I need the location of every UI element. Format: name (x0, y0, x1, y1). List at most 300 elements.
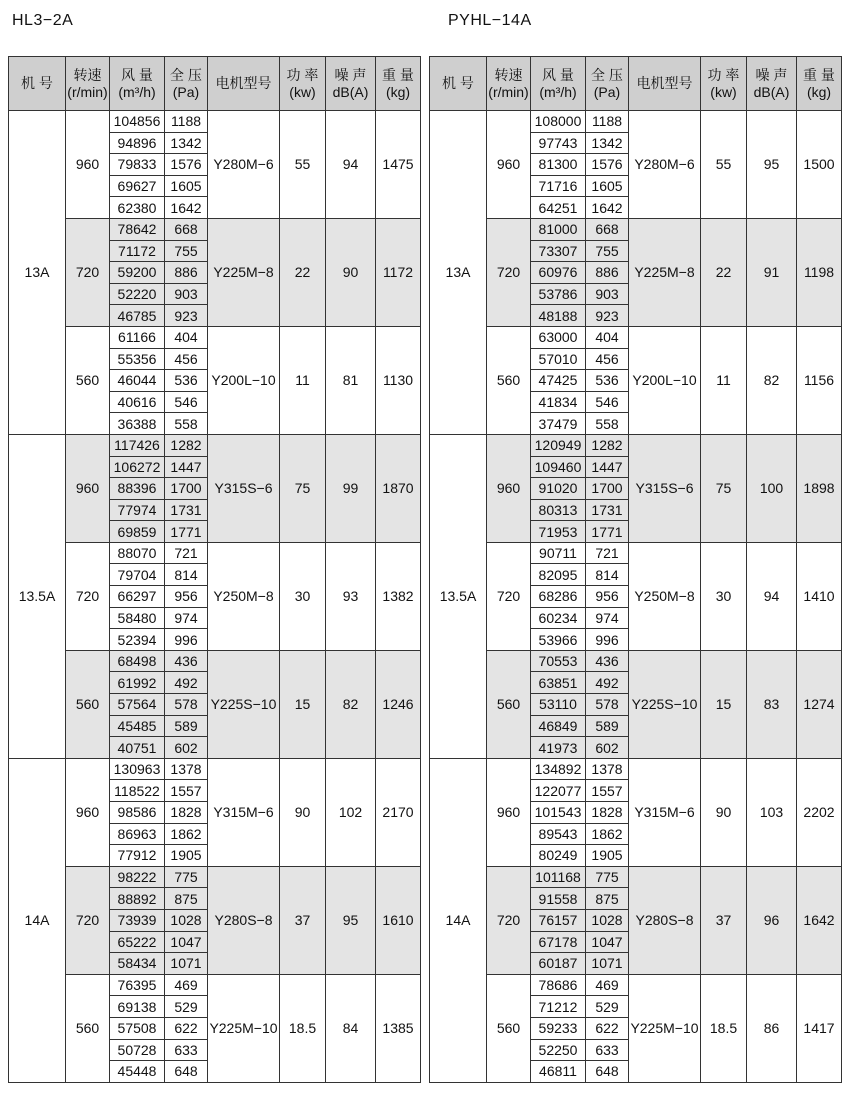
header-noise-line: 噪 声 (755, 66, 788, 83)
airflow-cell: 76395 (110, 974, 165, 996)
table-row (430, 542, 842, 564)
table-title-right: PYHL−14A (448, 12, 532, 29)
noise-cell: 93 (326, 542, 376, 650)
pressure-cell: 721 (165, 542, 208, 564)
airflow-cell: 58480 (110, 607, 165, 629)
airflow-cell: 63851 (531, 672, 586, 694)
speed-cell: 720 (66, 218, 110, 326)
weight-cell: 1500 (797, 111, 842, 219)
speed-cell: 960 (66, 434, 110, 542)
motor-type-cell: Y280M−6 (208, 111, 280, 219)
speed-cell: 960 (487, 758, 531, 866)
pressure-cell: 1447 (165, 456, 208, 478)
pressure-cell: 648 (586, 1061, 629, 1083)
table-row (430, 974, 842, 996)
airflow-cell: 79704 (110, 564, 165, 586)
pressure-cell: 1028 (586, 909, 629, 931)
model-number-cell: 13.5A (9, 434, 66, 758)
pressure-cell: 558 (165, 413, 208, 435)
header-model-no (430, 57, 487, 111)
table-title-left: HL3−2A (12, 12, 74, 29)
model-number-cell: 13A (9, 111, 66, 435)
motor-type-cell: Y225S−10 (629, 650, 701, 758)
header-power-line: (kw) (710, 83, 737, 100)
pressure-cell: 1576 (165, 154, 208, 176)
pressure-cell: 589 (165, 715, 208, 737)
speed-cell: 560 (66, 974, 110, 1082)
spec-table-left (8, 56, 421, 1083)
airflow-cell: 71953 (531, 521, 586, 543)
speed-cell: 720 (487, 542, 531, 650)
airflow-cell: 68286 (531, 586, 586, 608)
airflow-cell: 130963 (110, 758, 165, 780)
header-airflow (531, 57, 586, 111)
pressure-cell: 923 (165, 305, 208, 327)
pressure-cell: 996 (586, 629, 629, 651)
header-motor-type (629, 57, 701, 111)
pressure-cell: 1828 (165, 802, 208, 824)
header-weight-line: 重 量 (382, 66, 414, 83)
header-pressure (165, 57, 208, 111)
motor-type-cell: Y200L−10 (208, 326, 280, 434)
header-speed-line: (r/min) (488, 83, 529, 100)
pressure-cell: 529 (586, 996, 629, 1018)
pressure-cell: 755 (586, 240, 629, 262)
pressure-cell: 529 (165, 996, 208, 1018)
header-airflow-line: (m³/h) (118, 83, 156, 100)
header-weight-line: (kg) (806, 83, 832, 100)
noise-cell: 100 (747, 434, 797, 542)
table-row (9, 111, 421, 133)
pressure-cell: 492 (586, 672, 629, 694)
weight-cell: 1246 (376, 650, 421, 758)
table-row (9, 218, 421, 240)
pressure-cell: 1862 (165, 823, 208, 845)
noise-cell: 83 (747, 650, 797, 758)
model-number-cell: 13A (430, 111, 487, 435)
weight-cell: 1475 (376, 111, 421, 219)
pressure-cell: 1378 (165, 758, 208, 780)
speed-cell: 960 (66, 111, 110, 219)
pressure-cell: 602 (165, 737, 208, 759)
airflow-cell: 88070 (110, 542, 165, 564)
pressure-cell: 602 (586, 737, 629, 759)
header-row (9, 57, 421, 111)
pressure-cell: 1047 (586, 931, 629, 953)
header-speed (66, 57, 110, 111)
pressure-cell: 956 (165, 586, 208, 608)
airflow-cell: 91020 (531, 478, 586, 500)
header-speed-line: 转速 (494, 66, 523, 83)
airflow-cell: 59233 (531, 1017, 586, 1039)
pressure-cell: 536 (165, 370, 208, 392)
power-cell: 55 (280, 111, 326, 219)
airflow-cell: 71212 (531, 996, 586, 1018)
airflow-cell: 60234 (531, 607, 586, 629)
table-row (9, 542, 421, 564)
pressure-cell: 536 (586, 370, 629, 392)
pressure-cell: 1557 (586, 780, 629, 802)
power-cell: 11 (701, 326, 747, 434)
weight-cell: 1870 (376, 434, 421, 542)
pressure-cell: 578 (165, 694, 208, 716)
noise-cell: 91 (747, 218, 797, 326)
airflow-cell: 101543 (531, 802, 586, 824)
pressure-cell: 956 (586, 586, 629, 608)
motor-type-cell: Y315M−6 (208, 758, 280, 866)
airflow-cell: 45485 (110, 715, 165, 737)
airflow-cell: 108000 (531, 111, 586, 133)
header-motor-type-line: 电机型号 (636, 75, 693, 91)
airflow-cell: 61992 (110, 672, 165, 694)
noise-cell: 86 (747, 974, 797, 1082)
pressure-cell: 775 (586, 866, 629, 888)
noise-cell: 99 (326, 434, 376, 542)
pressure-cell: 1047 (165, 931, 208, 953)
airflow-cell: 69627 (110, 175, 165, 197)
pressure-cell: 622 (165, 1017, 208, 1039)
pressure-cell: 1605 (586, 175, 629, 197)
header-model-no-line: 机 号 (21, 75, 53, 91)
airflow-cell: 98222 (110, 866, 165, 888)
power-cell: 37 (280, 866, 326, 974)
header-power-line: (kw) (289, 83, 316, 100)
power-cell: 30 (701, 542, 747, 650)
header-motor-type (208, 57, 280, 111)
pressure-cell: 1828 (586, 802, 629, 824)
airflow-cell: 73307 (531, 240, 586, 262)
airflow-cell: 94896 (110, 132, 165, 154)
motor-type-cell: Y225M−10 (208, 974, 280, 1082)
airflow-cell: 120949 (531, 434, 586, 456)
weight-cell: 1130 (376, 326, 421, 434)
spec-table-right (429, 56, 842, 1083)
pressure-cell: 1282 (165, 434, 208, 456)
airflow-cell: 80313 (531, 499, 586, 521)
airflow-cell: 63000 (531, 326, 586, 348)
weight-cell: 1274 (797, 650, 842, 758)
noise-cell: 95 (326, 866, 376, 974)
pressure-cell: 589 (586, 715, 629, 737)
noise-cell: 94 (326, 111, 376, 219)
power-cell: 11 (280, 326, 326, 434)
airflow-cell: 55356 (110, 348, 165, 370)
airflow-cell: 134892 (531, 758, 586, 780)
airflow-cell: 53786 (531, 283, 586, 305)
noise-cell: 96 (747, 866, 797, 974)
noise-cell: 90 (326, 218, 376, 326)
speed-cell: 960 (487, 434, 531, 542)
airflow-cell: 52250 (531, 1039, 586, 1061)
airflow-cell: 81000 (531, 218, 586, 240)
pressure-cell: 721 (586, 542, 629, 564)
pressure-cell: 996 (165, 629, 208, 651)
airflow-cell: 58434 (110, 953, 165, 975)
pressure-cell: 1905 (586, 845, 629, 867)
weight-cell: 2202 (797, 758, 842, 866)
airflow-cell: 67178 (531, 931, 586, 953)
header-model-no-line: 机 号 (442, 75, 474, 91)
header-noise-line: dB(A) (753, 83, 790, 100)
pressure-cell: 456 (586, 348, 629, 370)
motor-type-cell: Y225S−10 (208, 650, 280, 758)
airflow-cell: 40751 (110, 737, 165, 759)
pressure-cell: 1557 (165, 780, 208, 802)
header-airflow-line: 风 量 (121, 66, 153, 83)
motor-type-cell: Y315S−6 (629, 434, 701, 542)
airflow-cell: 106272 (110, 456, 165, 478)
weight-cell: 1610 (376, 866, 421, 974)
airflow-cell: 53110 (531, 694, 586, 716)
header-pressure-line: (Pa) (172, 83, 200, 100)
header-power (280, 57, 326, 111)
motor-type-cell: Y280S−8 (208, 866, 280, 974)
pressure-cell: 1605 (165, 175, 208, 197)
header-speed-line: (r/min) (67, 83, 108, 100)
speed-cell: 720 (487, 218, 531, 326)
pressure-cell: 1282 (586, 434, 629, 456)
pressure-cell: 903 (165, 283, 208, 305)
pressure-cell: 1771 (165, 521, 208, 543)
pressure-cell: 404 (165, 326, 208, 348)
pressure-cell: 814 (165, 564, 208, 586)
pressure-cell: 1576 (586, 154, 629, 176)
speed-cell: 960 (66, 758, 110, 866)
pressure-cell: 875 (165, 888, 208, 910)
airflow-cell: 80249 (531, 845, 586, 867)
model-number-cell: 14A (9, 758, 66, 1082)
airflow-cell: 78642 (110, 218, 165, 240)
airflow-cell: 59200 (110, 262, 165, 284)
airflow-cell: 109460 (531, 456, 586, 478)
speed-cell: 560 (487, 974, 531, 1082)
pressure-cell: 1862 (586, 823, 629, 845)
noise-cell: 81 (326, 326, 376, 434)
pressure-cell: 1378 (586, 758, 629, 780)
airflow-cell: 104856 (110, 111, 165, 133)
motor-type-cell: Y315M−6 (629, 758, 701, 866)
power-cell: 75 (280, 434, 326, 542)
table-row (430, 758, 842, 780)
pressure-cell: 1905 (165, 845, 208, 867)
table-row (430, 434, 842, 456)
header-speed-line: 转速 (73, 66, 102, 83)
airflow-cell: 118522 (110, 780, 165, 802)
airflow-cell: 88892 (110, 888, 165, 910)
weight-cell: 1382 (376, 542, 421, 650)
airflow-cell: 41834 (531, 391, 586, 413)
power-cell: 30 (280, 542, 326, 650)
pressure-cell: 404 (586, 326, 629, 348)
weight-cell: 1156 (797, 326, 842, 434)
header-weight (376, 57, 421, 111)
noise-cell: 103 (747, 758, 797, 866)
pressure-cell: 1700 (586, 478, 629, 500)
airflow-cell: 90711 (531, 542, 586, 564)
airflow-cell: 60187 (531, 953, 586, 975)
table-row (430, 866, 842, 888)
pressure-cell: 775 (165, 866, 208, 888)
airflow-cell: 46044 (110, 370, 165, 392)
airflow-cell: 52394 (110, 629, 165, 651)
airflow-cell: 86963 (110, 823, 165, 845)
airflow-cell: 48188 (531, 305, 586, 327)
pressure-cell: 1447 (586, 456, 629, 478)
airflow-cell: 69859 (110, 521, 165, 543)
power-cell: 18.5 (701, 974, 747, 1082)
pressure-cell: 622 (586, 1017, 629, 1039)
weight-cell: 1898 (797, 434, 842, 542)
header-power (701, 57, 747, 111)
header-noise-line: 噪 声 (334, 66, 367, 83)
speed-cell: 560 (66, 326, 110, 434)
weight-cell: 1410 (797, 542, 842, 650)
speed-cell: 560 (66, 650, 110, 758)
weight-cell: 1417 (797, 974, 842, 1082)
pressure-cell: 648 (165, 1061, 208, 1083)
pressure-cell: 469 (165, 974, 208, 996)
airflow-cell: 62380 (110, 197, 165, 219)
power-cell: 90 (280, 758, 326, 866)
airflow-cell: 88396 (110, 478, 165, 500)
noise-cell: 84 (326, 974, 376, 1082)
pressure-cell: 546 (586, 391, 629, 413)
header-airflow-line: 风 量 (542, 66, 574, 83)
airflow-cell: 70553 (531, 650, 586, 672)
weight-cell: 2170 (376, 758, 421, 866)
speed-cell: 720 (66, 866, 110, 974)
airflow-cell: 122077 (531, 780, 586, 802)
motor-type-cell: Y225M−10 (629, 974, 701, 1082)
power-cell: 15 (701, 650, 747, 758)
weight-cell: 1172 (376, 218, 421, 326)
speed-cell: 720 (66, 542, 110, 650)
airflow-cell: 81300 (531, 154, 586, 176)
header-pressure-line: (Pa) (593, 83, 621, 100)
airflow-cell: 61166 (110, 326, 165, 348)
speed-cell: 560 (487, 650, 531, 758)
motor-type-cell: Y280S−8 (629, 866, 701, 974)
airflow-cell: 117426 (110, 434, 165, 456)
header-airflow (110, 57, 165, 111)
header-power-line: 功 率 (707, 66, 740, 83)
pressure-cell: 923 (586, 305, 629, 327)
airflow-cell: 53966 (531, 629, 586, 651)
pressure-cell: 558 (586, 413, 629, 435)
speed-cell: 720 (487, 866, 531, 974)
speed-cell: 560 (487, 326, 531, 434)
airflow-cell: 37479 (531, 413, 586, 435)
pressure-cell: 492 (165, 672, 208, 694)
pressure-cell: 1771 (586, 521, 629, 543)
header-airflow-line: (m³/h) (539, 83, 577, 100)
airflow-cell: 60976 (531, 262, 586, 284)
pressure-cell: 633 (586, 1039, 629, 1061)
pressure-cell: 633 (165, 1039, 208, 1061)
pressure-cell: 456 (165, 348, 208, 370)
pressure-cell: 1642 (586, 197, 629, 219)
motor-type-cell: Y315S−6 (208, 434, 280, 542)
power-cell: 15 (280, 650, 326, 758)
power-cell: 22 (280, 218, 326, 326)
pressure-cell: 668 (586, 218, 629, 240)
airflow-cell: 78686 (531, 974, 586, 996)
table-row (430, 326, 842, 348)
airflow-cell: 91558 (531, 888, 586, 910)
motor-type-cell: Y225M−8 (629, 218, 701, 326)
airflow-cell: 66297 (110, 586, 165, 608)
pressure-cell: 875 (586, 888, 629, 910)
header-weight-line: 重 量 (803, 66, 835, 83)
pressure-cell: 1731 (586, 499, 629, 521)
pressure-cell: 974 (165, 607, 208, 629)
pressure-cell: 436 (586, 650, 629, 672)
pressure-cell: 1700 (165, 478, 208, 500)
pressure-cell: 1342 (586, 132, 629, 154)
airflow-cell: 57508 (110, 1017, 165, 1039)
table-row (9, 650, 421, 672)
header-weight (797, 57, 842, 111)
airflow-cell: 57010 (531, 348, 586, 370)
noise-cell: 102 (326, 758, 376, 866)
airflow-cell: 73939 (110, 909, 165, 931)
airflow-cell: 89543 (531, 823, 586, 845)
airflow-cell: 71716 (531, 175, 586, 197)
motor-type-cell: Y225M−8 (208, 218, 280, 326)
header-row (430, 57, 842, 111)
airflow-cell: 68498 (110, 650, 165, 672)
table-row (9, 866, 421, 888)
pressure-cell: 668 (165, 218, 208, 240)
power-cell: 75 (701, 434, 747, 542)
model-number-cell: 13.5A (430, 434, 487, 758)
airflow-cell: 76157 (531, 909, 586, 931)
pressure-cell: 903 (586, 283, 629, 305)
noise-cell: 82 (747, 326, 797, 434)
header-weight-line: (kg) (385, 83, 411, 100)
pressure-cell: 814 (586, 564, 629, 586)
table-row (430, 650, 842, 672)
pressure-cell: 578 (586, 694, 629, 716)
table-row (9, 974, 421, 996)
power-cell: 22 (701, 218, 747, 326)
airflow-cell: 52220 (110, 283, 165, 305)
motor-type-cell: Y250M−8 (629, 542, 701, 650)
pressure-cell: 469 (586, 974, 629, 996)
noise-cell: 94 (747, 542, 797, 650)
airflow-cell: 40616 (110, 391, 165, 413)
header-noise (326, 57, 376, 111)
header-power-line: 功 率 (286, 66, 319, 83)
header-pressure-line: 全 压 (170, 66, 202, 83)
motor-type-cell: Y280M−6 (629, 111, 701, 219)
airflow-cell: 82095 (531, 564, 586, 586)
header-motor-type-line: 电机型号 (215, 75, 272, 91)
pressure-cell: 755 (165, 240, 208, 262)
power-cell: 90 (701, 758, 747, 866)
pressure-cell: 546 (165, 391, 208, 413)
header-noise-line: dB(A) (332, 83, 369, 100)
airflow-cell: 77912 (110, 845, 165, 867)
airflow-cell: 69138 (110, 996, 165, 1018)
pressure-cell: 1342 (165, 132, 208, 154)
speed-cell: 960 (487, 111, 531, 219)
airflow-cell: 46785 (110, 305, 165, 327)
airflow-cell: 98586 (110, 802, 165, 824)
header-pressure (586, 57, 629, 111)
noise-cell: 82 (326, 650, 376, 758)
airflow-cell: 97743 (531, 132, 586, 154)
